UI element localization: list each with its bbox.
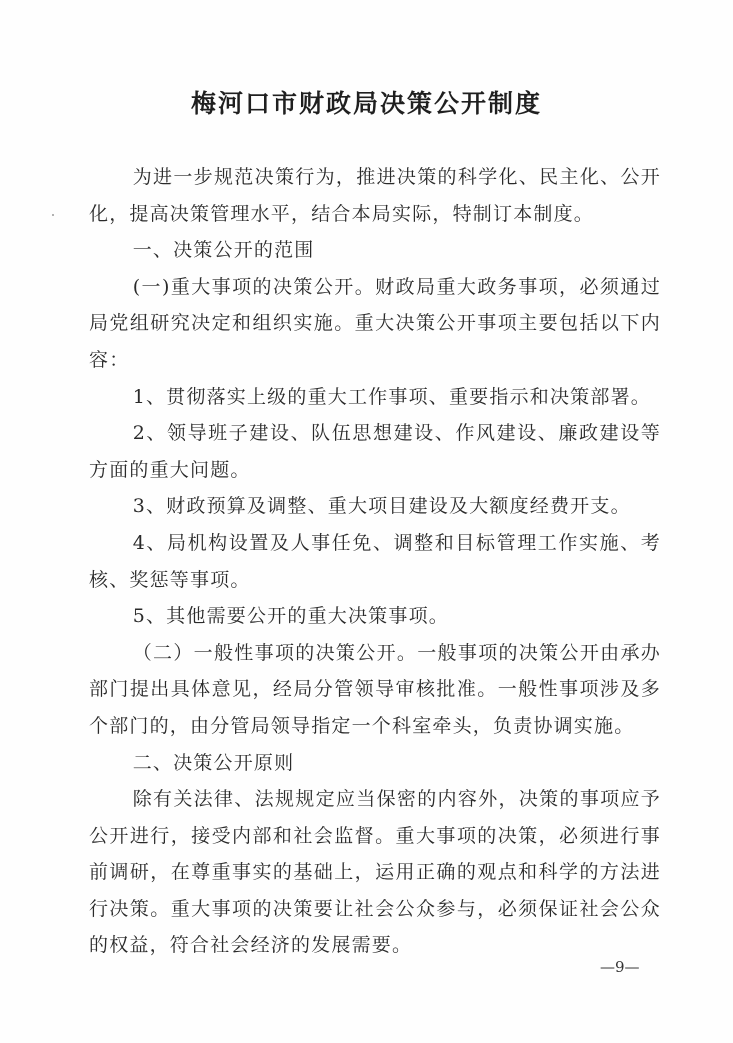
paragraph-general-matters: （二）一般性事项的决策公开。一般事项的决策公开由承办部门提出具体意见，经局分管领导审核批准。一般性事项涉及多个部门的，由分管局领导指定一个科室牵头，负责协调实施。 (89, 641, 661, 737)
list-item-1: 1、贯彻落实上级的重大工作事项、重要指示和决策部署。 (132, 385, 651, 408)
scan-speck (52, 214, 54, 216)
document-body (89, 159, 661, 964)
page-number: —9— (600, 958, 640, 976)
list-item-2: 2、领导班子建设、队伍思想建设、作风建设、廉政建设等方面的重大问题。 (89, 422, 661, 481)
section-heading-scope: 一、决策公开的范围 (132, 239, 315, 262)
list-item-3: 3、财政预算及调整、重大项目建设及大额度经费开支。 (132, 495, 631, 518)
paragraph-major-matters: (一)重大事项的决策公开。财政局重大政务事项，必须通过局党组研究决定和组织实施。重大决策公开事项主要包括以下内容： (89, 275, 661, 371)
paragraph-principles: 除有关法律、法规规定应当保密的内容外，决策的事项应予公开进行，接受内部和社会监督。重大事项的决策，必须进行事前调研，在尊重事实的基础上，运用正确的观点和科学的方法进行决策。重大事项的决策要让社会公众参与，必须保证社会公众的权益，符合社会经济的发展需要。 (89, 788, 661, 957)
document-title: 梅河口市财政局决策公开制度 (190, 89, 542, 118)
list-item-4: 4、局机构设置及人事任免、调整和目标管理工作实施、考核、奖惩等事项。 (89, 531, 661, 591)
section-heading-principles: 二、决策公开原则 (132, 751, 295, 774)
paragraph-intro: 为进一步规范决策行为，推进决策的科学化、民主化、公开化，提高决策管理水平，结合本局实际，特制订本制度。 (89, 166, 661, 225)
list-item-5: 5、其他需要公开的重大决策事项。 (132, 605, 449, 628)
